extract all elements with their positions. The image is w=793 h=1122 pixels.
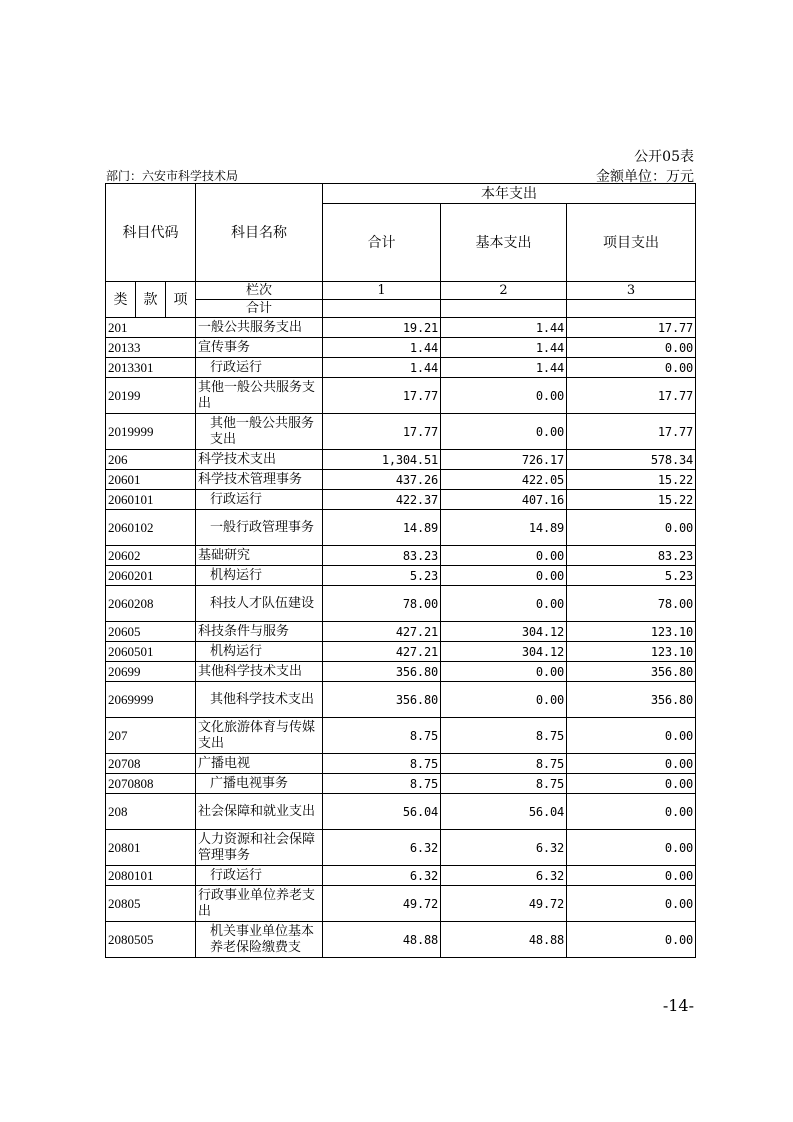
name-cell: 科技条件与服务 — [196, 622, 323, 642]
name-cell: 其他科学技术支出 — [196, 662, 323, 682]
name-cell: 基础研究 — [196, 546, 323, 566]
header-category: 类 — [106, 282, 136, 318]
amount-unit-label: 金额单位：万元 — [596, 169, 694, 185]
name-cell: 广播电视事务 — [196, 774, 323, 794]
code-cell: 20605 — [106, 622, 196, 642]
basic-cell: 14.89 — [441, 510, 567, 546]
sum-project-cell — [567, 300, 696, 318]
code-cell: 20133 — [106, 338, 196, 358]
project-cell: 0.00 — [567, 338, 696, 358]
total-cell: 427.21 — [323, 622, 441, 642]
column-index-3: 3 — [567, 282, 696, 300]
header-subject-code: 科目代码 — [106, 184, 196, 282]
basic-cell: 304.12 — [441, 622, 567, 642]
name-cell: 行政运行 — [196, 866, 323, 886]
code-cell: 20602 — [106, 546, 196, 566]
code-cell: 2060101 — [106, 490, 196, 510]
code-cell: 20199 — [106, 378, 196, 414]
name-cell: 行政事业单位养老支出 — [196, 886, 323, 922]
basic-cell: 1.44 — [441, 338, 567, 358]
total-cell: 78.00 — [323, 586, 441, 622]
name-cell: 其他一般公共服务支出 — [196, 378, 323, 414]
basic-cell: 8.75 — [441, 774, 567, 794]
department-label: 部门：六安市科学技术局 — [106, 169, 239, 183]
project-cell: 0.00 — [567, 922, 696, 958]
basic-cell: 8.75 — [441, 718, 567, 754]
basic-cell: 0.00 — [441, 662, 567, 682]
project-cell: 0.00 — [567, 886, 696, 922]
total-cell: 356.80 — [323, 682, 441, 718]
form-number: 公开05表 — [634, 149, 694, 165]
column-index-1: 1 — [323, 282, 441, 300]
name-cell: 一般公共服务支出 — [196, 318, 323, 338]
name-cell: 广播电视 — [196, 754, 323, 774]
header-basic-expenditure: 基本支出 — [441, 204, 567, 282]
table-row — [106, 566, 696, 586]
table-row — [106, 470, 696, 490]
table-row — [106, 662, 696, 682]
basic-cell: 49.72 — [441, 886, 567, 922]
basic-cell: 6.32 — [441, 866, 567, 886]
project-cell: 78.00 — [567, 586, 696, 622]
code-cell: 20601 — [106, 470, 196, 490]
total-cell: 48.88 — [323, 922, 441, 958]
code-cell: 20801 — [106, 830, 196, 866]
table-row — [106, 414, 696, 450]
project-cell: 0.00 — [567, 794, 696, 830]
code-cell: 2060102 — [106, 510, 196, 546]
total-cell: 6.32 — [323, 830, 441, 866]
name-cell: 人力资源和社会保障管理事务 — [196, 830, 323, 866]
total-cell: 8.75 — [323, 718, 441, 754]
total-cell: 427.21 — [323, 642, 441, 662]
project-cell: 15.22 — [567, 490, 696, 510]
code-cell: 2060208 — [106, 586, 196, 622]
code-cell: 201 — [106, 318, 196, 338]
name-cell: 社会保障和就业支出 — [196, 794, 323, 830]
table-row — [106, 642, 696, 662]
table-row — [106, 490, 696, 510]
table-row — [106, 718, 696, 754]
code-cell: 2069999 — [106, 682, 196, 718]
table-row — [106, 682, 696, 718]
project-cell: 356.80 — [567, 662, 696, 682]
name-cell: 文化旅游体育与传媒支出 — [196, 718, 323, 754]
total-cell: 422.37 — [323, 490, 441, 510]
project-cell: 5.23 — [567, 566, 696, 586]
project-cell: 0.00 — [567, 358, 696, 378]
project-cell: 15.22 — [567, 470, 696, 490]
name-cell: 机构运行 — [196, 642, 323, 662]
sum-row-label: 合计 — [196, 300, 323, 318]
total-cell: 356.80 — [323, 662, 441, 682]
code-cell: 20805 — [106, 886, 196, 922]
basic-cell: 1.44 — [441, 358, 567, 378]
total-cell: 56.04 — [323, 794, 441, 830]
project-cell: 0.00 — [567, 754, 696, 774]
table-row — [106, 510, 696, 546]
basic-cell: 6.32 — [441, 830, 567, 866]
header-subject-name: 科目名称 — [196, 184, 323, 282]
sum-basic-cell — [441, 300, 567, 318]
column-index-2: 2 — [441, 282, 567, 300]
table-row — [106, 886, 696, 922]
table-row — [106, 830, 696, 866]
project-cell: 123.10 — [567, 622, 696, 642]
table-row — [106, 622, 696, 642]
project-cell: 17.77 — [567, 378, 696, 414]
basic-cell: 0.00 — [441, 566, 567, 586]
table-row — [106, 794, 696, 830]
project-cell: 17.77 — [567, 414, 696, 450]
basic-cell: 1.44 — [441, 318, 567, 338]
header-project-expenditure: 项目支出 — [567, 204, 696, 282]
header-section: 款 — [136, 282, 166, 318]
project-cell: 0.00 — [567, 774, 696, 794]
basic-cell: 304.12 — [441, 642, 567, 662]
code-cell: 20708 — [106, 754, 196, 774]
total-cell: 437.26 — [323, 470, 441, 490]
basic-cell: 0.00 — [441, 378, 567, 414]
name-cell: 宣传事务 — [196, 338, 323, 358]
basic-cell: 0.00 — [441, 546, 567, 566]
code-cell: 2070808 — [106, 774, 196, 794]
project-cell: 0.00 — [567, 830, 696, 866]
code-cell: 206 — [106, 450, 196, 470]
basic-cell: 422.05 — [441, 470, 567, 490]
project-cell: 83.23 — [567, 546, 696, 566]
name-cell: 科学技术管理事务 — [196, 470, 323, 490]
code-cell: 20699 — [106, 662, 196, 682]
total-cell: 8.75 — [323, 774, 441, 794]
total-cell: 1.44 — [323, 338, 441, 358]
total-cell: 1.44 — [323, 358, 441, 378]
table-row — [106, 922, 696, 958]
table-row — [106, 754, 696, 774]
total-cell: 5.23 — [323, 566, 441, 586]
total-cell: 49.72 — [323, 886, 441, 922]
name-cell: 其他一般公共服务支出 — [196, 414, 323, 450]
name-cell: 一般行政管理事务 — [196, 510, 323, 546]
table-row — [106, 866, 696, 886]
total-cell: 8.75 — [323, 754, 441, 774]
table-row — [106, 546, 696, 566]
header-item: 项 — [166, 282, 196, 318]
basic-cell: 0.00 — [441, 586, 567, 622]
table-row — [106, 378, 696, 414]
basic-cell: 48.88 — [441, 922, 567, 958]
name-cell: 其他科学技术支出 — [196, 682, 323, 718]
basic-cell: 0.00 — [441, 682, 567, 718]
total-cell: 6.32 — [323, 866, 441, 886]
table-row — [106, 318, 696, 338]
project-cell: 0.00 — [567, 510, 696, 546]
header-column-index-label: 栏次 — [196, 282, 323, 300]
total-cell: 17.77 — [323, 378, 441, 414]
code-cell: 207 — [106, 718, 196, 754]
name-cell: 机构运行 — [196, 566, 323, 586]
code-cell: 2060201 — [106, 566, 196, 586]
table-row — [106, 586, 696, 622]
header-total: 合计 — [323, 204, 441, 282]
name-cell: 科技人才队伍建设 — [196, 586, 323, 622]
project-cell: 17.77 — [567, 318, 696, 338]
basic-cell: 407.16 — [441, 490, 567, 510]
table-row — [106, 450, 696, 470]
project-cell: 0.00 — [567, 718, 696, 754]
table-row — [106, 338, 696, 358]
sum-total-cell — [323, 300, 441, 318]
name-cell: 行政运行 — [196, 358, 323, 378]
total-cell: 1,304.51 — [323, 450, 441, 470]
code-cell: 208 — [106, 794, 196, 830]
total-cell: 19.21 — [323, 318, 441, 338]
name-cell: 科学技术支出 — [196, 450, 323, 470]
basic-cell: 8.75 — [441, 754, 567, 774]
basic-cell: 56.04 — [441, 794, 567, 830]
basic-cell: 0.00 — [441, 414, 567, 450]
page-number: -14- — [662, 996, 694, 1015]
project-cell: 356.80 — [567, 682, 696, 718]
total-cell: 17.77 — [323, 414, 441, 450]
header-current-year-expenditure: 本年支出 — [323, 184, 696, 204]
total-cell: 14.89 — [323, 510, 441, 546]
expenditure-table — [105, 183, 696, 958]
name-cell: 行政运行 — [196, 490, 323, 510]
table-row — [106, 358, 696, 378]
table-row — [106, 774, 696, 794]
code-cell: 2080101 — [106, 866, 196, 886]
total-cell: 83.23 — [323, 546, 441, 566]
basic-cell: 726.17 — [441, 450, 567, 470]
project-cell: 578.34 — [567, 450, 696, 470]
name-cell: 机关事业单位基本养老保险缴费支 — [196, 922, 323, 958]
code-cell: 2080505 — [106, 922, 196, 958]
project-cell: 0.00 — [567, 866, 696, 886]
code-cell: 2019999 — [106, 414, 196, 450]
project-cell: 123.10 — [567, 642, 696, 662]
code-cell: 2013301 — [106, 358, 196, 378]
code-cell: 2060501 — [106, 642, 196, 662]
